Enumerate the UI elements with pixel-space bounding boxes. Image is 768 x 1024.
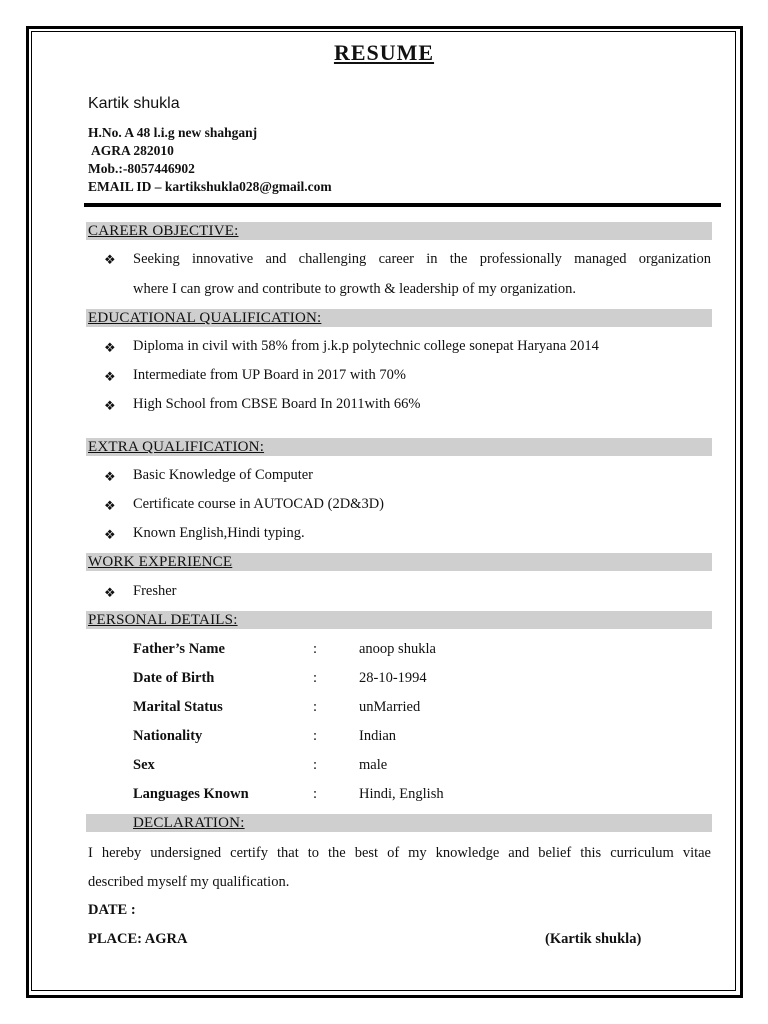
personal-separator: : [313,786,318,802]
bullet-icon: ❖ [104,252,116,267]
email-address: EMAIL ID – kartikshukla028@gmail.com [88,179,332,194]
extra-qualification-bar [86,438,712,456]
personal-separator: : [313,670,318,686]
bullet-icon: ❖ [104,527,116,542]
address-line-1: H.No. A 48 l.i.g new shahganj [88,125,258,140]
personal-label: Father’s Name [133,641,225,657]
place-label: PLACE: AGRA [88,931,188,947]
personal-value: anoop shukla [359,641,436,657]
extra-qualification-item: Basic Knowledge of Computer [133,467,314,483]
work-experience-item: Fresher [133,583,177,599]
candidate-name: Kartik shukla [88,95,180,112]
bullet-icon: ❖ [104,585,116,600]
resume-title: RESUME [333,40,435,65]
declaration-line-2: described myself my qualification. [88,874,290,890]
personal-separator: : [313,728,318,744]
education-item: Intermediate from UP Board in 2017 with 70% [133,367,406,383]
bullet-icon: ❖ [104,340,116,355]
education-item: High School from CBSE Board In 2011with 66% [133,396,421,412]
mobile-number: Mob.:-8057446902 [88,161,195,176]
education-heading: EDUCATIONAL QUALIFICATION: [88,310,322,326]
personal-value: 28-10-1994 [359,670,427,686]
address-line-2: AGRA 282010 [91,143,174,158]
personal-label: Sex [133,757,155,773]
declaration-heading: DECLARATION: [133,815,245,831]
work-experience-bar [86,553,712,571]
education-bar [86,309,712,327]
bullet-icon: ❖ [104,469,116,484]
personal-separator: : [313,641,318,657]
personal-value: unMarried [359,699,421,715]
declaration-line-1: I hereby undersigned certify that to the best of my knowledge and belief this curriculum vitae [88,845,711,861]
personal-label: Languages Known [133,786,249,802]
date-label: DATE : [88,902,136,918]
personal-separator: : [313,699,318,715]
bullet-icon: ❖ [104,398,116,413]
career-objective-heading: CAREER OBJECTIVE: [88,223,239,239]
personal-label: Nationality [133,728,203,744]
header-divider [84,203,721,207]
personal-label: Date of Birth [133,670,215,686]
career-objective-line-1: Seeking innovative and challenging career in the professionally managed organization [133,251,711,267]
extra-qualification-heading: EXTRA QUALIFICATION: [88,439,265,455]
personal-label: Marital Status [133,699,223,715]
extra-qualification-item: Known English,Hindi typing. [133,525,305,541]
personal-value: Hindi, English [359,786,444,802]
bullet-icon: ❖ [104,498,116,513]
work-experience-heading: WORK EXPERIENCE [88,554,233,570]
personal-details-bar [86,611,712,629]
personal-value: Indian [359,728,397,744]
signature-name: (Kartik shukla) [545,931,642,947]
career-objective-bar [86,222,712,240]
education-item: Diploma in civil with 58% from j.k.p polytechnic college sonepat Haryana 2014 [133,338,599,354]
declaration-bar [86,814,712,832]
bullet-icon: ❖ [104,369,116,384]
personal-separator: : [313,757,318,773]
extra-qualification-item: Certificate course in AUTOCAD (2D&3D) [133,496,385,512]
personal-details-heading: PERSONAL DETAILS: [88,612,238,628]
personal-value: male [359,757,388,773]
career-objective-line-2: where I can grow and contribute to growth & leadership of my organization. [133,281,577,297]
